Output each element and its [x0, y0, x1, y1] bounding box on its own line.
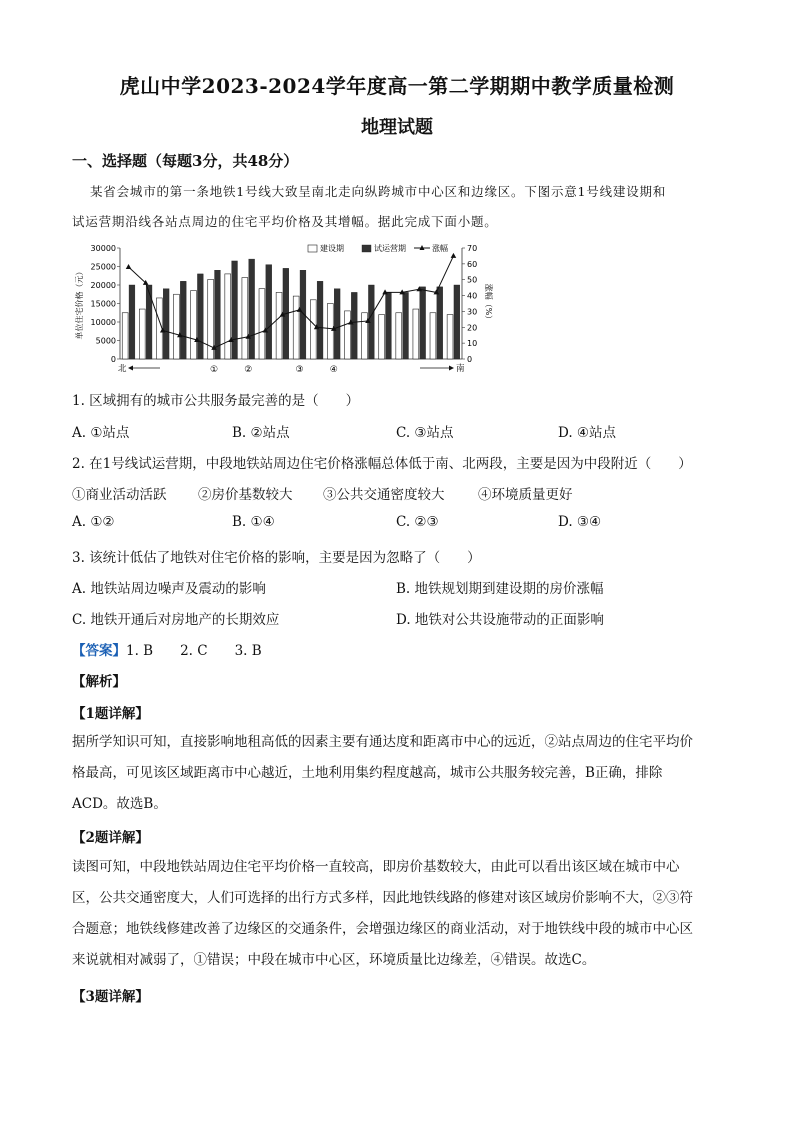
price-chart — [72, 238, 492, 378]
detail-3-heading: 【3题详解】 — [72, 989, 149, 1005]
y-left-axis-label: 单位住宅价格（元） — [75, 267, 84, 340]
y-left-tick-label: 30000 — [90, 244, 116, 253]
growth-point — [126, 264, 132, 269]
legend-label-operation: 试运营期 — [374, 244, 406, 253]
q1-option-d: D. ④站点 — [558, 425, 617, 441]
q2-option-d: D. ③④ — [558, 514, 602, 530]
station-mark: ④ — [329, 365, 338, 375]
page-subtitle: 地理试题 — [361, 117, 433, 138]
bar-construction — [259, 289, 265, 359]
bar-construction — [430, 313, 436, 359]
legend-label-growth: 涨幅 — [432, 244, 448, 253]
bar-construction — [293, 296, 299, 359]
detail-2-line: 合题意；地铁线修建改善了边缘区的交通条件，会增强边缘区的商业活动，对于地铁线中段的城市中心区 — [72, 921, 693, 937]
q2-option-b: B. ①④ — [232, 514, 275, 530]
bar-operation — [317, 281, 323, 359]
bar-construction — [174, 294, 180, 359]
answer-tag: 【答案】 — [72, 643, 126, 659]
bar-construction — [310, 300, 316, 359]
y-left-tick-label: 5000 — [95, 336, 116, 346]
bar-construction — [362, 313, 368, 359]
bar-construction — [345, 311, 351, 359]
q1-option-a: A. ①站点 — [72, 425, 130, 441]
bar-construction — [191, 291, 197, 359]
y-left-tick-label: 20000 — [90, 281, 116, 290]
q2-item-1: ①商业活动活跃 — [72, 487, 167, 503]
q3-option-d: D. 地铁对公共设施带动的正面影响 — [396, 612, 604, 628]
q3-option-a: A. 地铁站周边噪声及震动的影响 — [72, 581, 266, 597]
q3-option-b: B. 地铁规划期到建设期的房价涨幅 — [396, 581, 604, 597]
y-left-tick-label: 0 — [110, 355, 116, 364]
y-right-tick-label: 40 — [467, 291, 478, 301]
detail-2-line: 读图可知，中段地铁站周边住宅平均价格一直较高，即房价基数较大，由此可以看出该区域在城市中心 — [72, 859, 680, 875]
q2-item-3: ③公共交通密度较大 — [323, 487, 445, 503]
y-left-tick-label: 15000 — [90, 299, 116, 309]
detail-2-text — [72, 852, 724, 976]
detail-1-line: ACD。故选B。 — [72, 796, 167, 812]
bar-operation — [197, 274, 203, 359]
bar-operation — [249, 259, 255, 359]
answer-line — [72, 639, 262, 659]
bar-operation — [420, 287, 426, 359]
detail-2-line: 区，公共交通密度大，人们可选择的出行方式多样，因此地铁线路的修建对该区域房价影响不大，②③符 — [72, 890, 693, 906]
north-arrow-head — [128, 366, 133, 371]
intro-line-2: 试运营期沿线各站点周边的住宅平均价格及其增幅。据此完成下面小题。 — [72, 214, 498, 229]
south-arrow-head — [449, 366, 454, 371]
station-mark: ② — [244, 365, 253, 375]
y-right-tick-label: 50 — [467, 275, 478, 285]
bar-construction — [122, 313, 128, 359]
q1-option-b: B. ②站点 — [232, 425, 290, 441]
detail-1-text — [72, 727, 724, 820]
intro-line-1: 某省会城市的第一条地铁1号线大致呈南北走向纵跨城市中心区和边缘区。下图示意1号线建设期和 — [90, 184, 667, 199]
answer-text: 1. B 2. C 3. B — [126, 643, 262, 659]
bar-construction — [139, 309, 145, 359]
growth-point — [382, 289, 388, 294]
analysis-heading: 【解析】 — [72, 674, 126, 690]
y-left-tick-label: 10000 — [90, 318, 116, 327]
bar-operation — [351, 292, 357, 359]
bar-operation — [146, 285, 152, 359]
q2-item-4: ④环境质量更好 — [478, 487, 573, 503]
legend-label-construction: 建设期 — [320, 244, 344, 253]
q3-option-c: C. 地铁开通后对房地产的长期效应 — [72, 612, 280, 628]
bar-operation — [232, 261, 238, 359]
bar-construction — [413, 309, 419, 359]
q2-option-c: C. ②③ — [396, 514, 439, 530]
bar-construction — [225, 274, 231, 359]
station-mark: ③ — [295, 365, 304, 375]
south-label: 南 — [456, 364, 465, 374]
y-right-tick-label: 20 — [467, 323, 478, 333]
question-2: 2. 在1号线试运营期，中段地铁站周边住宅价格涨幅总体低于南、北两段，主要是因为中段附近（ ） — [72, 456, 692, 472]
y-left-tick-label: 25000 — [90, 262, 116, 272]
bar-construction — [327, 304, 333, 360]
detail-1-line: 据所学知识可知，直接影响地租高低的因素主要有通达度和距离市中心的远近，②站点周边的住宅平均价 — [72, 734, 693, 750]
bar-construction — [276, 292, 282, 359]
detail-2-line: 来说就相对减弱了，①错误；中段在城市中心区，环境质量比边缘差，④错误。故选C。 — [72, 952, 596, 968]
bar-operation — [403, 292, 409, 359]
bar-construction — [242, 278, 248, 359]
q1-option-c: C. ③站点 — [396, 425, 454, 441]
question-1: 1. 区域拥有的城市公共服务最完善的是（ ） — [72, 393, 360, 409]
question-3: 3. 该统计低估了地铁对住宅价格的影响，主要是因为忽略了（ ） — [72, 550, 481, 566]
section-heading: 一、选择题（每题3分，共48分） — [72, 152, 299, 170]
bar-operation — [180, 281, 186, 359]
bar-operation — [129, 285, 135, 359]
bar-operation — [266, 265, 272, 359]
bar-construction — [396, 313, 402, 359]
bar-construction — [156, 298, 162, 359]
y-right-tick-label: 0 — [467, 355, 473, 364]
legend-swatch-construction — [308, 245, 317, 252]
detail-1-line: 格最高，可见该区域距离市中心越近，土地利用集约程度越高，城市公共服务较完善，B正确，排除 — [72, 765, 663, 781]
y-right-tick-label: 60 — [467, 259, 478, 269]
north-label: 北 — [118, 364, 127, 374]
legend-swatch-operation — [362, 245, 371, 252]
bar-operation — [437, 287, 443, 359]
y-right-axis-label: 涨幅（%） — [484, 283, 493, 324]
q2-option-a: A. ①② — [72, 514, 115, 530]
bar-operation — [386, 292, 392, 359]
y-right-tick-label: 10 — [467, 339, 478, 349]
detail-2-heading: 【2题详解】 — [72, 830, 149, 846]
bar-operation — [334, 289, 340, 359]
y-right-tick-label: 70 — [467, 244, 478, 253]
growth-point — [451, 253, 457, 258]
bar-operation — [454, 285, 460, 359]
y-right-tick-label: 30 — [467, 307, 478, 317]
bar-construction — [447, 315, 453, 359]
station-mark: ① — [210, 365, 219, 375]
bar-construction — [379, 315, 385, 359]
bar-operation — [163, 289, 169, 359]
page-title: 虎山中学2023-2024学年度高一第二学期期中教学质量检测 — [119, 74, 675, 98]
bar-operation — [300, 270, 306, 359]
detail-1-heading: 【1题详解】 — [72, 706, 149, 722]
q2-item-2: ②房价基数较大 — [198, 487, 293, 503]
